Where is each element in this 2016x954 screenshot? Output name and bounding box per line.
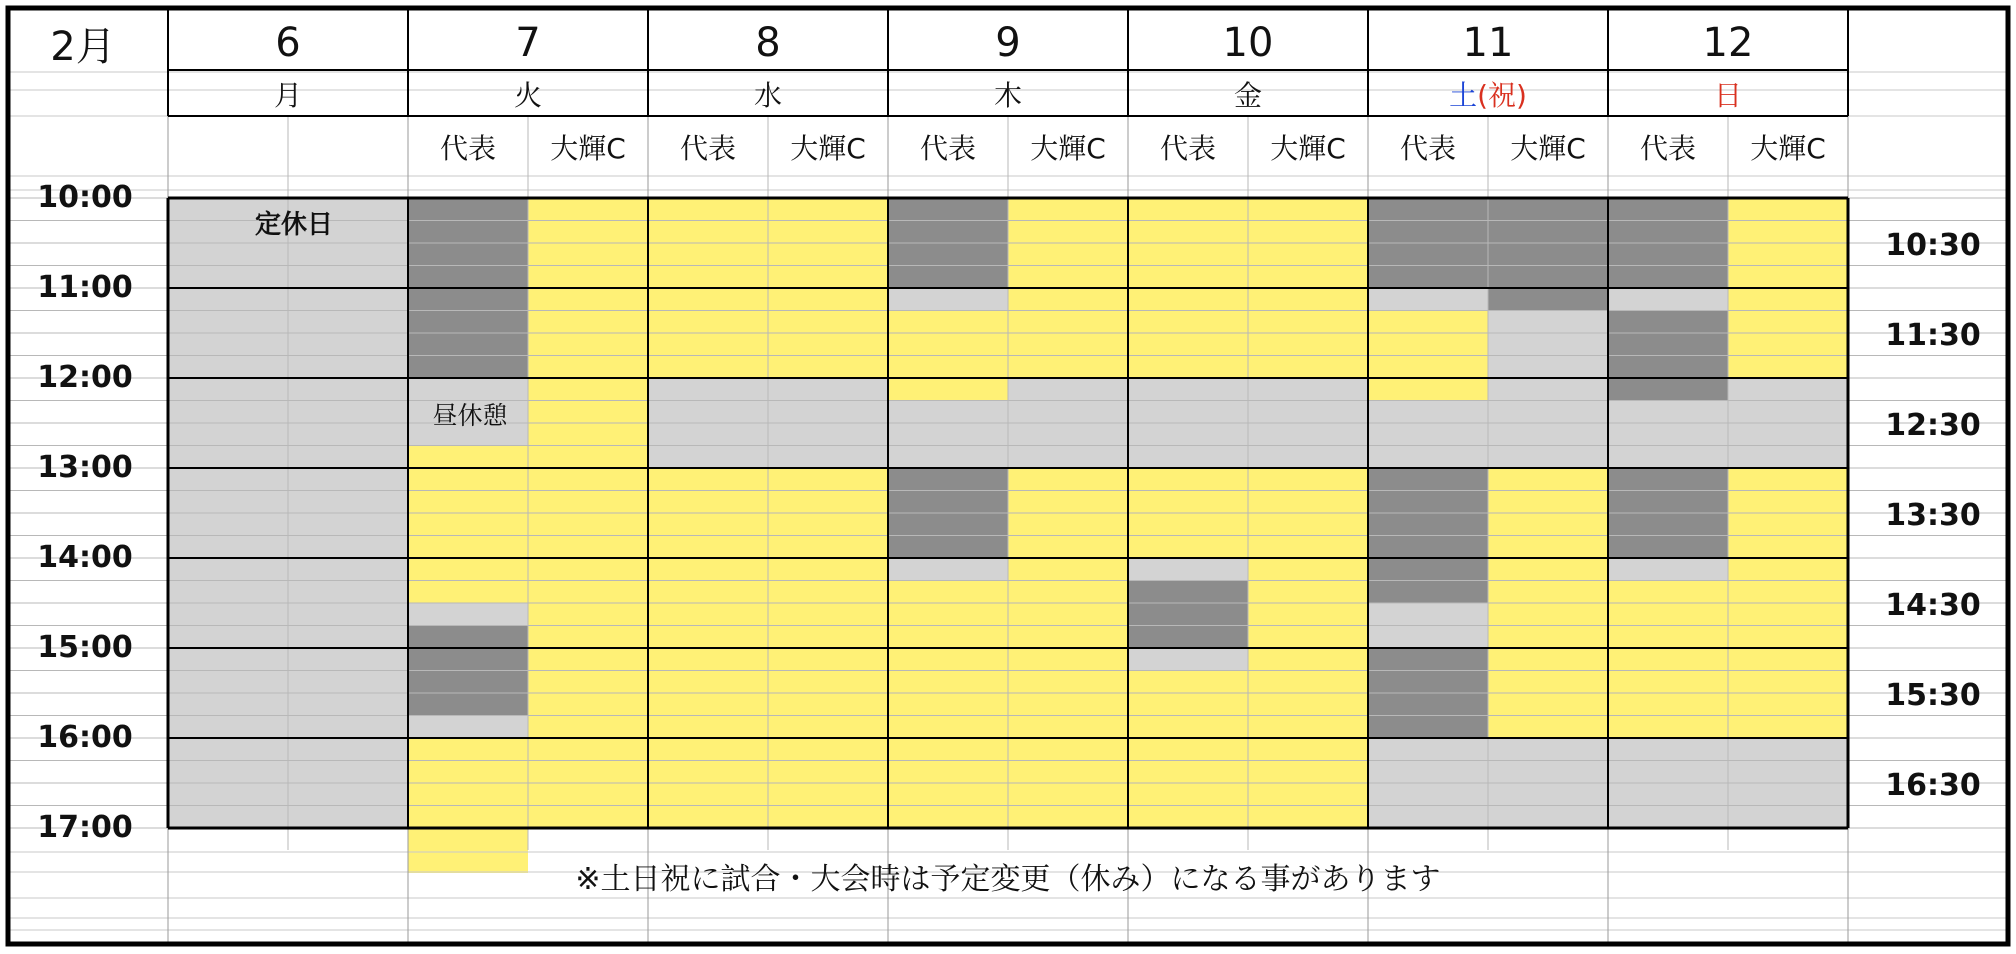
day-weekday: [1128, 74, 1368, 114]
weekday-name: 日: [1713, 79, 1742, 112]
half-hour-label: 15:30: [1885, 677, 1981, 713]
day-weekday: [168, 74, 408, 114]
court-label: 代表: [1159, 132, 1216, 165]
hour-label: 12:00: [37, 359, 133, 395]
court-label: 代表: [1639, 132, 1696, 165]
slot-unavailable: [408, 716, 528, 739]
half-hour-label: 12:30: [1885, 407, 1981, 443]
weekday-name: 水: [753, 79, 782, 112]
weekday-name: 土: [1449, 79, 1478, 112]
slot-open: [888, 311, 1008, 379]
lunch-break-label: 昼休憩: [432, 401, 508, 430]
half-hour-label: 13:30: [1885, 497, 1981, 533]
court-label: 大輝C: [790, 132, 866, 165]
slot-open: [888, 581, 1008, 829]
day-date: 7: [515, 20, 541, 66]
court-label: 大輝C: [1750, 132, 1826, 165]
slot-unavailable: [888, 558, 1008, 581]
day-date: 8: [755, 20, 781, 66]
slot-open: [1128, 671, 1248, 829]
day-date: 9: [995, 20, 1021, 66]
court-label: 代表: [679, 132, 736, 165]
day-date: 12: [1702, 20, 1754, 66]
slot-unavailable: [1608, 558, 1728, 581]
holiday-marker: (祝): [1477, 79, 1527, 112]
slot-unavailable: [1128, 558, 1248, 581]
day-date: 11: [1462, 20, 1514, 66]
hour-label: 14:00: [37, 539, 133, 575]
court-label: 大輝C: [1270, 132, 1346, 165]
hour-label: 17:00: [37, 809, 133, 845]
half-hour-label: 10:30: [1885, 227, 1981, 263]
slot-unavailable: [1608, 288, 1728, 311]
slot-unavailable: [1488, 311, 1608, 469]
hour-label: 11:00: [37, 269, 133, 305]
day-weekday: [1368, 74, 1608, 114]
slot-open: [888, 378, 1008, 401]
slot-open: [1608, 581, 1728, 739]
day-weekday: [408, 74, 648, 114]
day-weekday: [648, 74, 888, 114]
slot-unavailable: [888, 401, 1008, 469]
slot-unavailable: [1608, 401, 1728, 469]
court-label: 大輝C: [1030, 132, 1106, 165]
month-label: 2月: [50, 23, 116, 70]
day-weekday: [1608, 74, 1848, 114]
half-hour-label: 14:30: [1885, 587, 1981, 623]
slot-booked: [1128, 581, 1248, 649]
slot-unavailable: [1368, 401, 1488, 469]
hour-label: 10:00: [37, 179, 133, 215]
day-date: 6: [275, 20, 301, 66]
court-label: 大輝C: [550, 132, 626, 165]
half-hour-label: 11:30: [1885, 317, 1981, 353]
weekday-name: 火: [513, 79, 542, 112]
weekday-name: 金: [1233, 79, 1262, 112]
court-label: 大輝C: [1510, 132, 1586, 165]
closed-day-label: 定休日: [254, 209, 333, 240]
half-hour-label: 16:30: [1885, 767, 1981, 803]
weekday-name: 月: [273, 79, 302, 112]
slot-unavailable: [1128, 648, 1248, 671]
hour-label: 13:00: [37, 449, 133, 485]
slot-unavailable: [408, 603, 528, 626]
hour-label: 15:00: [37, 629, 133, 665]
weekday-name: 木: [993, 79, 1022, 112]
slot-open: [408, 446, 528, 514]
hour-label: 16:00: [37, 719, 133, 755]
court-label: 代表: [919, 132, 976, 165]
day-date: 10: [1222, 20, 1274, 66]
slot-unavailable: [1368, 288, 1488, 311]
footnote: ※土日祝に試合・大会時は予定変更（休み）になる事があります: [575, 862, 1441, 897]
day-weekday: [888, 74, 1128, 114]
slot-booked: [1488, 198, 1608, 311]
court-label: 代表: [1399, 132, 1456, 165]
court-label: 代表: [439, 132, 496, 165]
slot-unavailable: [888, 288, 1008, 311]
